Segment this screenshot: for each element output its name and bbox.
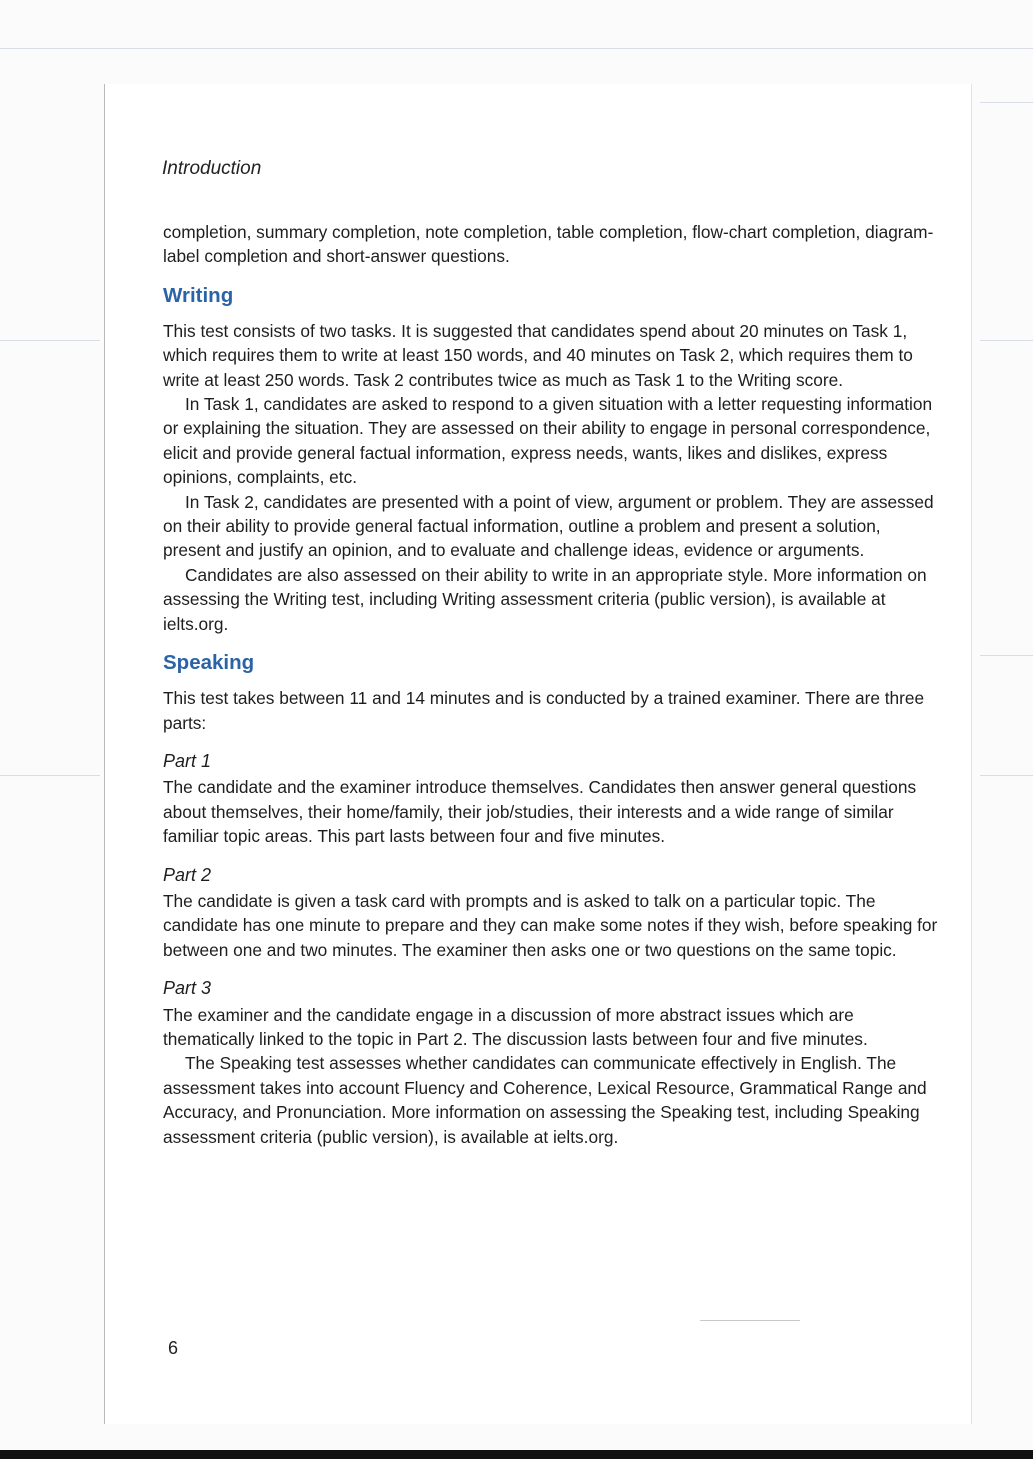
speaking-closing: The Speaking test assesses whether candidates can communicate effectively in English. The assessment takes into account Fluency and Coherence, Lexical Resource, Grammatical Range and Accuracy, and Pronunciation. More information on assessing the Speaking test, including Speaking assessment criteria (public version), is available at ielts.org. bbox=[163, 1053, 927, 1147]
part-3-text: The examiner and the candidate engage in a discussion of more abstract issues which are thematically linked to the topic in Part 2. The discussion lasts between four and five minutes. bbox=[163, 1004, 868, 1049]
part-2-text: The candidate is given a task card with prompts and is asked to talk on a particular topic. The candidate has one minute to prepare and they can make some notes if they wish, before speaking for between one and two minutes. The examiner then asks one or two questions on the same topic. bbox=[163, 890, 938, 960]
part-2-label: Part 2 bbox=[163, 864, 212, 885]
speaking-heading: Speaking bbox=[163, 651, 255, 675]
scan-edge-line bbox=[0, 340, 100, 341]
writing-paragraph: This test consists of two tasks. It is suggested that candidates spend about 20 minutes on Task 1, which requires them to write at least 150 words, and 40 minutes on Task 2, which requires them to write at least 250 words. Task 2 contributes twice as much as Task 1 to the Writing score. bbox=[163, 320, 913, 390]
part-3-label: Part 3 bbox=[163, 978, 212, 999]
scan-edge-line bbox=[0, 48, 1033, 49]
scan-edge-line bbox=[980, 775, 1033, 776]
divider bbox=[700, 1320, 800, 1321]
speaking-intro: This test takes between 11 and 14 minutes and is conducted by a trained examiner. There are three parts: bbox=[163, 688, 925, 733]
part-1-label: Part 1 bbox=[163, 750, 212, 771]
page-content bbox=[163, 220, 943, 1149]
scan-edge-line bbox=[980, 102, 1033, 103]
scan-edge-line bbox=[0, 775, 100, 776]
writing-paragraph: In Task 2, candidates are presented with a point of view, argument or problem. They are assessed on their ability to provide general factual information, outline a problem and present a solution, present and justify an opinion, and to evaluate and challenge ideas, evidence or arguments. bbox=[163, 491, 934, 561]
page-left-edge bbox=[104, 84, 105, 1424]
scan-bottom-bar bbox=[0, 1450, 1033, 1459]
intro-continuation: completion, summary completion, note completion, table completion, flow-chart completion, diagram-label completion and short-answer questions. bbox=[163, 222, 934, 267]
part-1-text: The candidate and the examiner introduce themselves. Candidates then answer general questions about themselves, their home/family, their job/studies, their interests and a wide range of similar familiar topic areas. This part lasts between four and five minutes. bbox=[163, 777, 917, 847]
scan-edge-line bbox=[980, 340, 1033, 341]
page-number: 6 bbox=[168, 1338, 179, 1358]
writing-paragraph: Candidates are also assessed on their ability to write in an appropriate style. More information on assessing the Writing test, including Writing assessment criteria (public version), is available at ielts.org. bbox=[163, 564, 927, 634]
scan-edge-line bbox=[980, 655, 1033, 656]
writing-heading: Writing bbox=[163, 283, 234, 307]
running-header: Introduction bbox=[162, 158, 262, 179]
writing-paragraph: In Task 1, candidates are asked to respond to a given situation with a letter requesting information or explaining the situation. They are assessed on their ability to engage in personal correspondence, elicit and provide general factual information, express needs, wants, likes and dislikes, express opinions, complaints, etc. bbox=[163, 394, 933, 488]
